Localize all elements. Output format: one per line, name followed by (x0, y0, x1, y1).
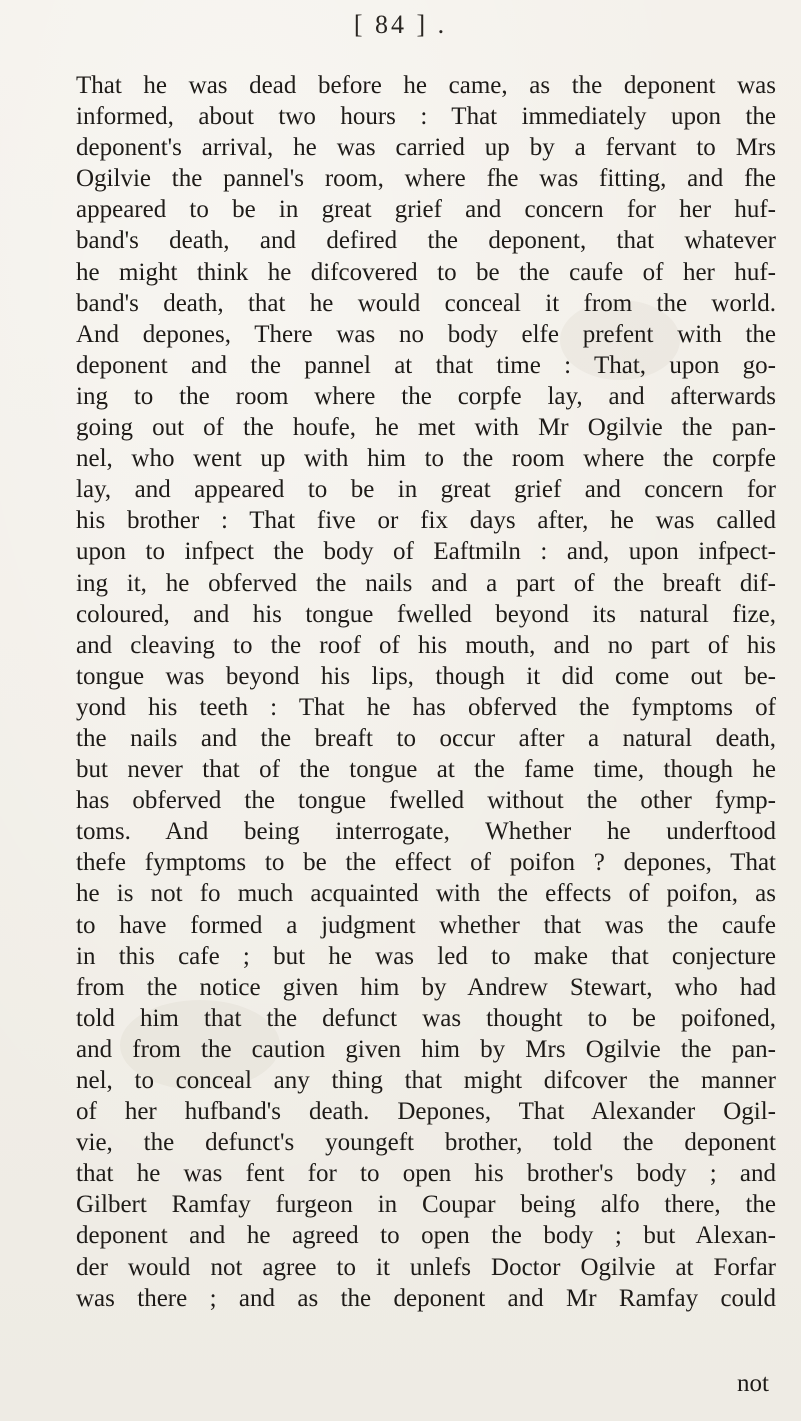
page-number: [ 84 ] . (353, 10, 448, 39)
text-line: band's death, that he would conceal it from the world. (76, 289, 776, 317)
text-line: deponent and he agreed to open the body ; but Alexan- (76, 1222, 776, 1250)
text-line: tongue was beyond his lips, though it did come out be- (76, 662, 776, 690)
text-line: has obferved the tongue fwelled without the other fymp- (76, 787, 776, 815)
text-line: but never that of the tongue at the fame time, though he (76, 756, 776, 784)
text-line: he might think he difcovered to be the caufe of her huf- (76, 258, 776, 286)
text-line: appeared to be in great grief and concern for her huf- (76, 196, 776, 224)
text-line: nel, to conceal any thing that might difcover the manner (76, 1067, 776, 1094)
catchword: not (737, 1370, 769, 1397)
text-line: band's death, and defired the deponent, that whatever (76, 227, 776, 255)
text-line: toms. And being interrogate, Whether he underftood (76, 818, 776, 846)
text-line: the nails and the breaft to occur after a natural death, (76, 724, 776, 752)
text-line: from the notice given him by Andrew Stewart, who had (76, 973, 776, 1001)
text-line: upon to infpect the body of Eaftmiln : and, upon infpect- (76, 538, 776, 566)
text-line: Gilbert Ramfay furgeon in Coupar being alfo there, the (76, 1191, 776, 1219)
text-line: And depones, There was no body elfe prefent with the (76, 320, 776, 348)
text-line: to have formed a judgment whether that was the caufe (76, 911, 776, 939)
text-line: his brother : That five or fix days after, he was called (76, 507, 776, 535)
text-line: yond his teeth : That he has obferved the fymptoms of (76, 693, 776, 721)
text-line: deponent's arrival, he was carried up by a fervant to Mrs (76, 134, 776, 162)
text-line: nel, who went up with him to the room where the corpfe (76, 445, 776, 473)
text-line: informed, about two hours : That immediately upon the (76, 103, 776, 131)
text-line: of her hufband's death. Depones, That Alexander Ogil- (76, 1098, 776, 1126)
body-text (76, 70, 776, 1314)
text-line: told him that the defunct was thought to be poifoned, (76, 1004, 776, 1032)
text-line: thefe fymptoms to be the effect of poifon ? depones, That (76, 849, 776, 877)
text-line: That he was dead before he came, as the deponent was (76, 72, 776, 99)
text-line: deponent and the pannel at that time : That, upon go- (76, 351, 776, 379)
text-line: he is not fo much acquainted with the effects of poifon, as (76, 880, 776, 908)
text-line: going out of the houfe, he met with Mr Ogilvie the pan- (76, 414, 776, 442)
text-line: in this cafe ; but he was led to make that conjecture (76, 942, 776, 970)
text-line: and cleaving to the roof of his mouth, and no part of his (76, 631, 776, 659)
text-line: lay, and appeared to be in great grief and concern for (76, 476, 776, 504)
text-line: ing to the room where the corpfe lay, and afterwards (76, 382, 776, 410)
text-line: was there ; and as the deponent and Mr Ramfay could (76, 1284, 776, 1312)
text-line: der would not agree to it unlefs Doctor Ogilvie at Forfar (76, 1253, 776, 1281)
text-line: that he was fent for to open his brother's body ; and (76, 1160, 776, 1188)
text-line: coloured, and his tongue fwelled beyond its natural fize, (76, 600, 776, 628)
text-line: ing it, he obferved the nails and a part of the breaft dif- (76, 569, 776, 597)
text-line: Ogilvie the pannel's room, where fhe was fitting, and fhe (76, 165, 776, 193)
text-line: vie, the defunct's youngeft brother, told the deponent (76, 1129, 776, 1157)
text-line: and from the caution given him by Mrs Ogilvie the pan- (76, 1035, 776, 1063)
